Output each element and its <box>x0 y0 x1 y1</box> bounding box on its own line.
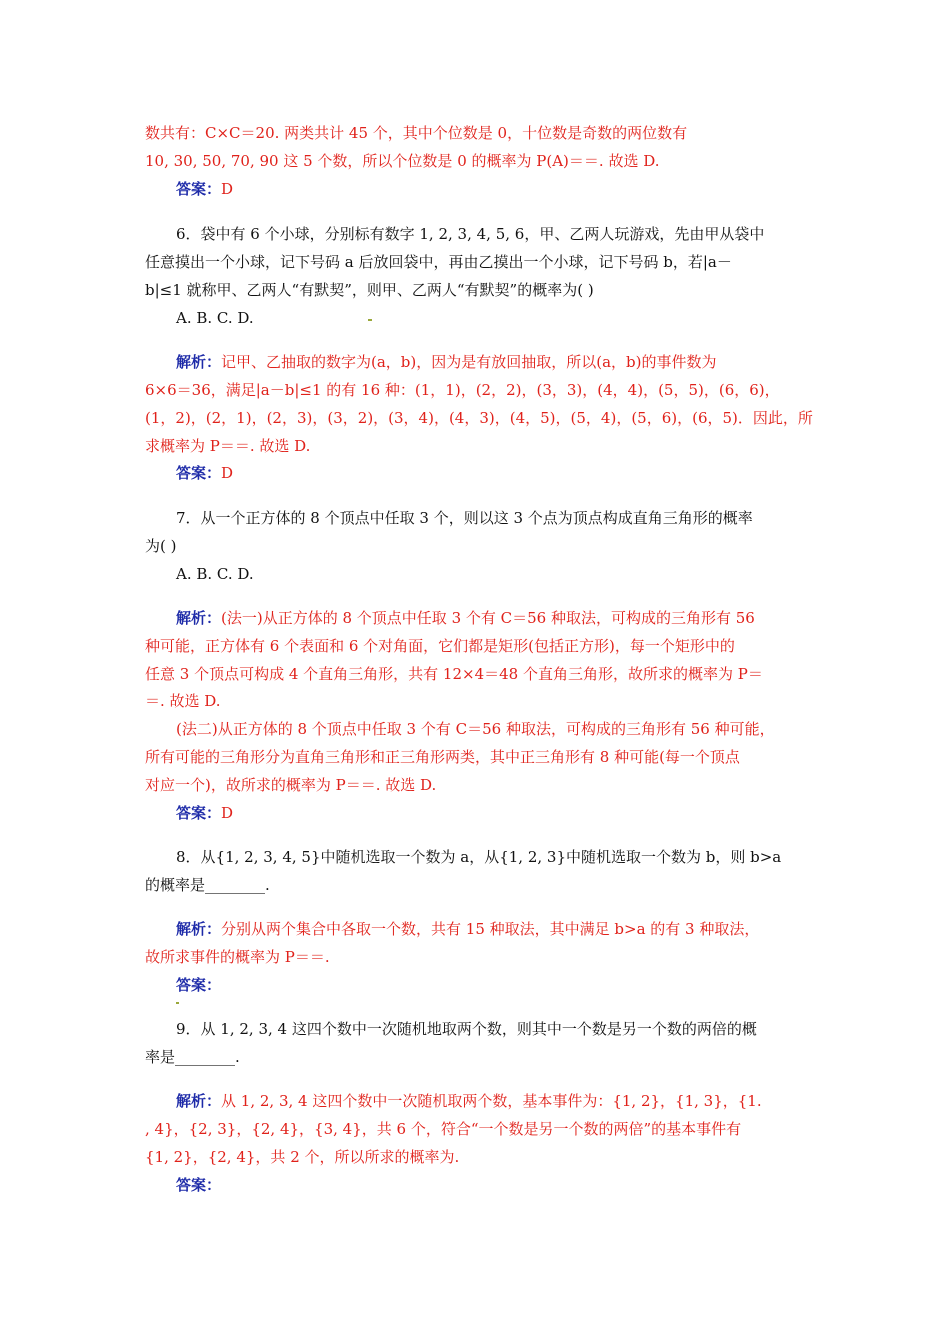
text-line <box>145 1047 240 1067</box>
text-line <box>145 1119 741 1139</box>
text-line <box>145 1147 459 1167</box>
text-line <box>176 508 753 528</box>
line-text: 数共有：C×C＝20. 两类共计 45 个，其中个位数是 0，十位数是奇数的两位数有 <box>145 124 688 142</box>
text-line <box>176 919 759 939</box>
line-text: 为( ) <box>145 537 177 555</box>
text-line <box>145 123 687 143</box>
text-line <box>176 179 233 199</box>
label-text: 解析： <box>176 353 222 371</box>
text-line <box>176 975 221 995</box>
text-line <box>145 380 780 400</box>
line-text: D <box>221 464 234 482</box>
label-text: 答案： <box>176 464 222 482</box>
text-line <box>145 636 735 656</box>
text-line <box>145 747 740 767</box>
line-text: (1，2)，(2，1)，(2，3)，(3，2)，(3，4)，(4，3)，(4，5)，(5，4)，(5，6)，(6，5)．因此，所 <box>145 409 813 427</box>
line-text: 对应一个)，故所求的概率为 P＝＝. 故选 D. <box>145 776 437 794</box>
text-line <box>176 1019 757 1039</box>
line-text: 任意摸出一个小球，记下号码 a 后放回袋中，再由乙摸出一个小球，记下号码 b，若|a－ <box>145 253 732 271</box>
line-text: ＝. 故选 D. <box>145 692 221 710</box>
line-text: 种可能，正方体有 6 个表面和 6 个对角面，它们都是矩形(包括正方形)，每一个矩形中的 <box>145 637 735 655</box>
text-line <box>176 352 717 372</box>
text-line <box>145 875 270 895</box>
scan-mark <box>368 319 372 321</box>
line-text: D <box>221 804 234 822</box>
text-line <box>176 564 254 584</box>
text-line <box>145 280 594 300</box>
line-text: 10, 30, 50, 70, 90 这 5 个数，所以个位数是 0 的概率为 P(A)＝＝. 故选 D. <box>145 152 660 170</box>
text-line <box>176 847 781 867</box>
line-text: 记甲、乙抽取的数字为(a，b)，因为是有放回抽取，所以(a，b)的事件数为 <box>221 353 717 371</box>
line-text: 任意 3 个顶点可构成 4 个直角三角形，共有 12×4＝48 个直角三角形，故所求的概率为 P＝ <box>145 665 763 683</box>
text-line <box>176 803 233 823</box>
line-text: b|≤1 就称甲、乙两人“有默契”，则甲、乙两人“有默契”的概率为( ) <box>145 281 594 299</box>
text-line <box>176 608 755 628</box>
label-text: 答案： <box>176 804 222 822</box>
label-text: 答案： <box>176 976 222 994</box>
line-text: 9．从 1, 2, 3, 4 这四个数中一次随机地取两个数，则其中一个数是另一个数的两倍的概 <box>176 1020 757 1038</box>
line-text: (法二)从正方体的 8 个顶点中任取 3 个有 C＝56 种取法，可构成的三角形有 56 种可能， <box>176 720 775 738</box>
text-line <box>145 691 221 711</box>
text-line <box>145 436 310 456</box>
line-text: D <box>221 180 234 198</box>
text-line <box>145 536 176 556</box>
line-text: 6．袋中有 6 个小球，分别标有数字 1, 2, 3, 4, 5, 6，甲、乙两人玩游戏，先由甲从袋中 <box>176 225 765 243</box>
label-text: 答案： <box>176 180 222 198</box>
label-text: 解析： <box>176 920 222 938</box>
line-text: 率是________. <box>145 1048 240 1066</box>
text-line <box>176 719 775 739</box>
line-text: , 4}，{2, 3}，{2, 4}，{3, 4}，共 6 个，符合“一个数是另一个数的两倍”的基本事件有 <box>145 1120 742 1138</box>
text-line <box>145 664 763 684</box>
line-text: A. B. C. D. <box>176 309 254 327</box>
text-line <box>176 463 233 483</box>
text-line <box>176 1175 221 1195</box>
line-text: 7．从一个正方体的 8 个顶点中任取 3 个，则以这 3 个点为顶点构成直角三角形的概率 <box>176 509 753 527</box>
line-text: A. B. C. D. <box>176 565 254 583</box>
line-text: 故所求事件的概率为 P＝＝. <box>145 948 330 966</box>
text-line <box>176 224 764 244</box>
line-text: {1, 2}，{2, 4}，共 2 个，所以所求的概率为. <box>145 1148 460 1166</box>
line-text: 6×6＝36，满足|a－b|≤1 的有 16 种：(1，1)，(2，2)，(3，3)，(4，4)，(5，5)，(6，6)， <box>145 381 780 399</box>
text-line <box>145 775 436 795</box>
text-line <box>145 947 330 967</box>
text-line <box>176 308 254 328</box>
text-line <box>145 151 659 171</box>
line-text: 所有可能的三角形分为直角三角形和正三角形两类，其中正三角形有 8 种可能(每一个顶点 <box>145 748 740 766</box>
label-text: 解析： <box>176 609 222 627</box>
line-text: 8．从{1, 2, 3, 4, 5}中随机选取一个数为 a，从{1, 2, 3}中随机选取一个数为 b，则 b>a <box>176 848 782 866</box>
line-text: 从 1, 2, 3, 4 这四个数中一次随机取两个数，基本事件为：{1, 2}，{1, 3}，{1. <box>221 1092 762 1110</box>
line-text: 的概率是________. <box>145 876 270 894</box>
text-line <box>145 408 813 428</box>
line-text: (法一)从正方体的 8 个顶点中任取 3 个有 C＝56 种取法，可构成的三角形有 56 <box>221 609 755 627</box>
scan-mark <box>176 1002 179 1004</box>
label-text: 答案： <box>176 1176 222 1194</box>
text-line <box>145 252 732 272</box>
line-text: 求概率为 P＝＝. 故选 D. <box>145 437 311 455</box>
line-text: 分别从两个集合中各取一个数，共有 15 种取法，其中满足 b>a 的有 3 种取法， <box>221 920 760 938</box>
label-text: 解析： <box>176 1092 222 1110</box>
text-line <box>176 1091 762 1111</box>
